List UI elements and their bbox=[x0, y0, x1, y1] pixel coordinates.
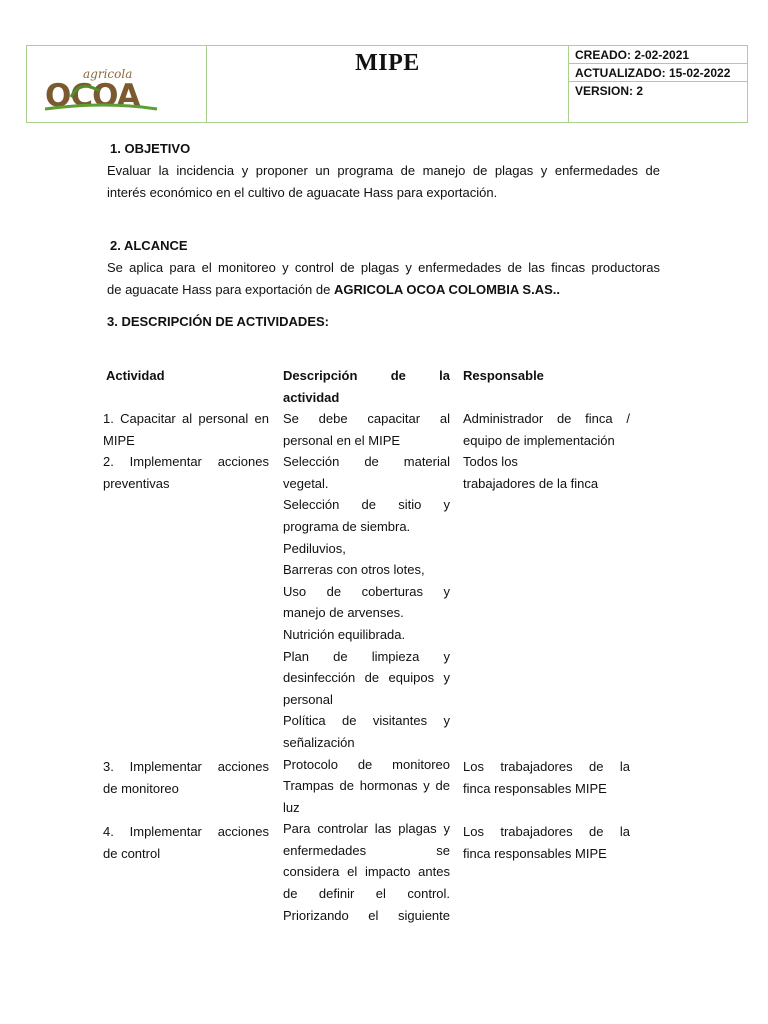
logo-script-text: agricola bbox=[83, 67, 133, 81]
descripcion-line: Barreras con otros lotes, bbox=[283, 562, 425, 578]
actividad-line: preventivas bbox=[103, 475, 170, 491]
descripcion-column bbox=[283, 408, 450, 926]
objetivo-paragraph bbox=[107, 160, 660, 204]
descripcion-line: Se debe capacitar al bbox=[283, 411, 450, 426]
responsable-column bbox=[463, 408, 630, 494]
actividad-line: 3. Implementar acciones bbox=[103, 759, 269, 774]
actividad-line: MIPE bbox=[103, 432, 135, 448]
descripcion-line: Pediluvios, bbox=[283, 540, 346, 556]
header-descripcion-label: actividad bbox=[283, 389, 340, 405]
agricola-ocoa-logo bbox=[43, 64, 173, 114]
header-descripcion-label: Descripción de la bbox=[283, 368, 450, 383]
responsable-line: finca responsables MIPE bbox=[463, 780, 607, 796]
responsable-line: trabajadores de la finca bbox=[463, 475, 599, 491]
descripcion-line: de definir el control. bbox=[283, 886, 450, 902]
meta-cell bbox=[569, 46, 747, 122]
descripcion-line: programa de siembra. bbox=[283, 518, 411, 534]
responsable-line: Los trabajadores de la bbox=[463, 759, 630, 774]
header-actividad bbox=[106, 365, 276, 387]
document-header bbox=[26, 45, 748, 123]
responsable-line: equipo de implementación bbox=[463, 432, 615, 448]
responsable-column-2 bbox=[463, 756, 630, 799]
company-name: AGRICOLA OCOA COLOMBIA S.AS.. bbox=[333, 282, 560, 297]
descripcion-line: Uso de coberturas y bbox=[283, 583, 450, 599]
descripcion-line: señalización bbox=[283, 734, 355, 750]
descripcion-line: Para controlar las plagas y bbox=[283, 821, 450, 837]
actividad-line: 1. Capacitar al personal en bbox=[103, 411, 269, 426]
descripcion-title: 3. DESCRIPCIÓN DE ACTIVIDADES: bbox=[107, 314, 329, 329]
responsable-line: Los trabajadores de la bbox=[463, 824, 630, 839]
responsable-line: finca responsables MIPE bbox=[463, 845, 607, 861]
descripcion-line: personal en el MIPE bbox=[283, 432, 401, 448]
descripcion-line: enfermedades se bbox=[283, 842, 450, 858]
alcance-line: Se aplica para el monitoreo y control de plagas y enfermedades de las fincas productoras bbox=[107, 260, 660, 275]
descripcion-line: vegetal. bbox=[283, 475, 329, 491]
header-actividad-label: Actividad bbox=[106, 368, 165, 383]
actividad-line: de control bbox=[103, 845, 161, 861]
logo-word-text: OCOA bbox=[45, 78, 140, 114]
descripcion-line: Nutrición equilibrada. bbox=[283, 626, 406, 642]
header-responsable bbox=[463, 365, 633, 387]
logo-cell bbox=[27, 46, 207, 122]
version-label: VERSION: 2 bbox=[575, 84, 644, 98]
responsable-line: Todos los bbox=[463, 454, 518, 470]
descripcion-line: Priorizando el siguiente bbox=[283, 907, 450, 923]
descripcion-line: Selección de sitio y bbox=[283, 497, 450, 513]
actividad-column bbox=[103, 408, 269, 494]
descripcion-line: Política de visitantes y bbox=[283, 713, 450, 729]
objetivo-line: interés económico en el cultivo de aguacate Hass para exportación. bbox=[107, 185, 498, 200]
descripcion-line: desinfección de equipos y bbox=[283, 670, 450, 686]
descripcion-line: luz bbox=[283, 799, 300, 815]
actividad-line: 4. Implementar acciones bbox=[103, 824, 269, 839]
descripcion-line: considera el impacto antes bbox=[283, 864, 450, 880]
actividad-line: de monitoreo bbox=[103, 780, 179, 796]
created-date: CREADO: 2-02-2021 bbox=[569, 46, 747, 64]
objetivo-line: Evaluar la incidencia y proponer un programa de manejo de plagas y enfermedades de bbox=[107, 163, 660, 178]
actividad-column-2 bbox=[103, 756, 269, 799]
descripcion-line: Trampas de hormonas y de bbox=[283, 778, 450, 794]
alcance-line-text: de aguacate Hass para exportación de bbox=[107, 282, 334, 297]
descripcion-line: manejo de arvenses. bbox=[283, 605, 404, 621]
descripcion-line: Selección de material bbox=[283, 454, 450, 470]
descripcion-line: Protocolo de monitoreo bbox=[283, 756, 450, 772]
header-responsable-label: Responsable bbox=[463, 368, 544, 383]
actividad-column-3 bbox=[103, 821, 269, 864]
alcance-paragraph bbox=[107, 257, 660, 301]
document-title: MIPE bbox=[355, 50, 420, 76]
descripcion-line: personal bbox=[283, 691, 333, 707]
header-descripcion bbox=[283, 365, 450, 408]
alcance-line bbox=[107, 279, 660, 301]
actividad-line: 2. Implementar acciones bbox=[103, 454, 269, 470]
updated-date: ACTUALIZADO: 15-02-2022 bbox=[569, 64, 747, 82]
objetivo-title: 1. OBJETIVO bbox=[110, 141, 191, 156]
responsable-line: Administrador de finca / bbox=[463, 411, 630, 426]
title-cell bbox=[207, 46, 569, 122]
alcance-title: 2. ALCANCE bbox=[110, 238, 188, 253]
descripcion-line: Plan de limpieza y bbox=[283, 648, 450, 664]
responsable-column-3 bbox=[463, 821, 630, 864]
